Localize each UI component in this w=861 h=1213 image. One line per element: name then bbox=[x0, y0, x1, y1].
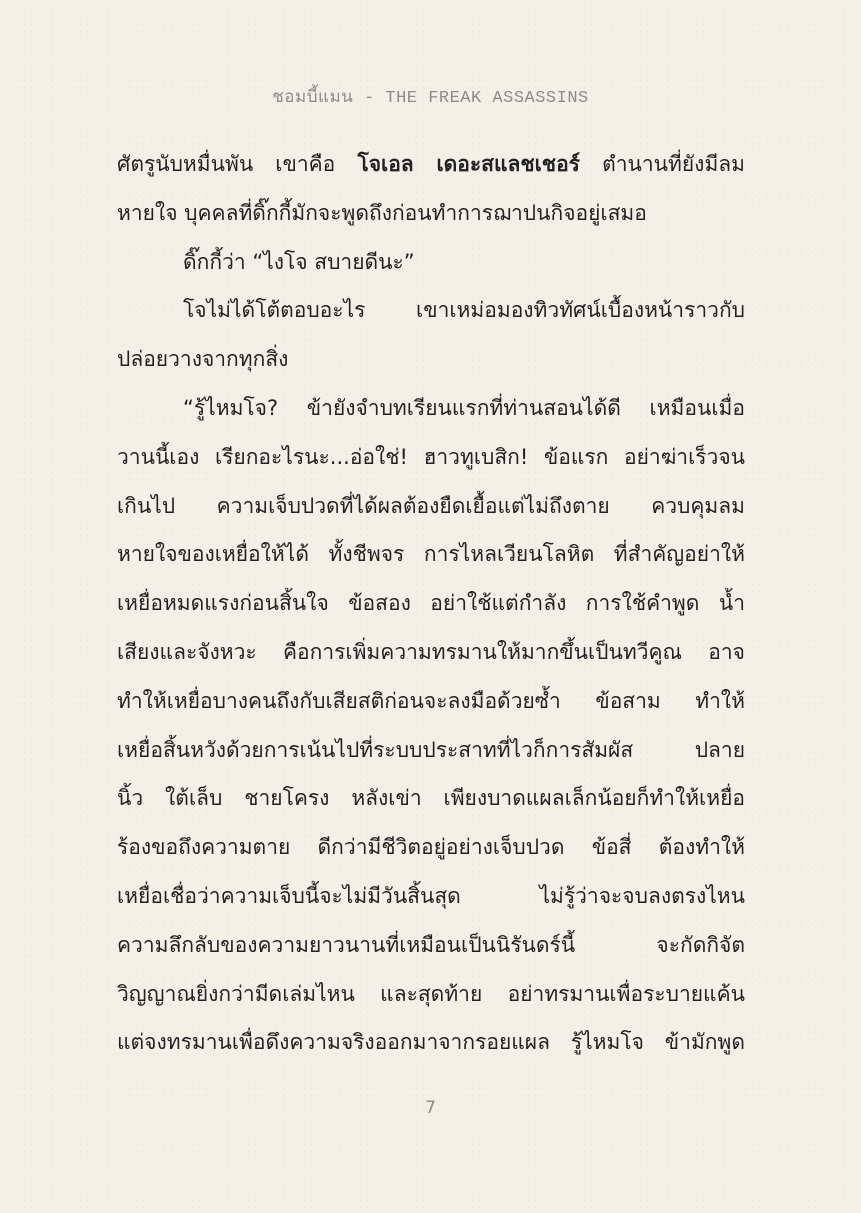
text-line: ทำให้เหยื่อบางคนถึงกับเสียสติก่อนจะลงมือด้วยซ้ำ ข้อสาม ทำให้ bbox=[117, 688, 745, 713]
text-line: ร้องขอถึงความตาย ดีกว่ามีชีวิตอยู่อย่างเจ็บปวด ข้อสี่ ต้องทำให้ bbox=[117, 835, 745, 860]
running-header: ชอมบี้แมน - THE FREAK ASSASSINS bbox=[272, 89, 589, 108]
text-line: “รู้ไหมโจ? ข้ายังจำบทเรียนแรกที่ท่านสอนได้ดี เหมือนเมื่อ bbox=[183, 395, 745, 420]
text-line: เหยื่อเชื่อว่าความเจ็บนี้จะไม่มีวันสิ้นสุด ไม่รู้ว่าจะจบลงตรงไหน bbox=[117, 883, 745, 908]
text-line: เหยื่อหมดแรงก่อนสิ้นใจ ข้อสอง อย่าใช้แต่กำลัง การใช้คำพูด น้ำ bbox=[117, 591, 745, 616]
text-line: วานนี้เอง เรียกอะไรนะ...อ่อใช่! ฮาวทูเบสิก! ข้อแรก อย่าฆ่าเร็วจน bbox=[117, 444, 745, 469]
text-line: ความลึกลับของความยาวนานที่เหมือนเป็นนิรันดร์นี้ จะกัดกิจัต bbox=[117, 932, 745, 957]
page-number: 7 bbox=[425, 1098, 436, 1118]
text-line: ปล่อยวางจากทุกสิ่ง bbox=[117, 347, 289, 372]
text-line bbox=[117, 140, 745, 189]
text-line: ดิ๊กกี้ว่า “ไงโจ สบายดีนะ” bbox=[183, 249, 415, 274]
body-text bbox=[117, 140, 745, 1067]
text-segment: ตำนานที่ยังมีลม bbox=[579, 152, 745, 176]
text-line: เสียงและจังหวะ คือการเพิ่มความทรมานให้มากขึ้นเป็นทวีคูณ อาจ bbox=[117, 639, 745, 664]
text-line: หายใจ บุคคลที่ดิ๊กกี้มักจะพูดถึงก่อนทำการฌาปนกิจอยู่เสมอ bbox=[117, 200, 647, 225]
text-line: เกินไป ความเจ็บปวดที่ได้ผลต้องยืดเยื้อแต่ไม่ถึงตาย ควบคุมลม bbox=[117, 493, 745, 518]
text-line: แต่จงทรมานเพื่อดึงความจริงออกมาจากรอยแผล รู้ไหมโจ ข้ามักพูด bbox=[117, 1030, 745, 1055]
text-line: โจไม่ได้โต้ตอบอะไร เขาเหม่อมองทิวทัศน์เบื้องหน้าราวกับ bbox=[183, 298, 745, 323]
text-line: เหยื่อสิ้นหวังด้วยการเน้นไปที่ระบบประสาทที่ไวก็การสัมผัส ปลาย bbox=[117, 737, 745, 762]
text-line: หายใจของเหยื่อให้ได้ ทั้งชีพจร การไหลเวียนโลหิต ที่สำคัญอย่าให้ bbox=[117, 542, 745, 567]
text-line: นิ้ว ใต้เล็บ ชายโครง หลังเข่า เพียงบาดแผลเล็กน้อยก็ทำให้เหยื่อ bbox=[117, 786, 745, 811]
text-line: วิญญาณยิ่งกว่ามีดเล่มไหน และสุดท้าย อย่าทรมานเพื่อระบายแค้น bbox=[117, 981, 745, 1006]
text-segment: ศัตรูนับหมื่นพัน เขาคือ bbox=[117, 152, 358, 176]
character-name: โจเอล เดอะสแลชเชอร์ bbox=[357, 152, 580, 176]
